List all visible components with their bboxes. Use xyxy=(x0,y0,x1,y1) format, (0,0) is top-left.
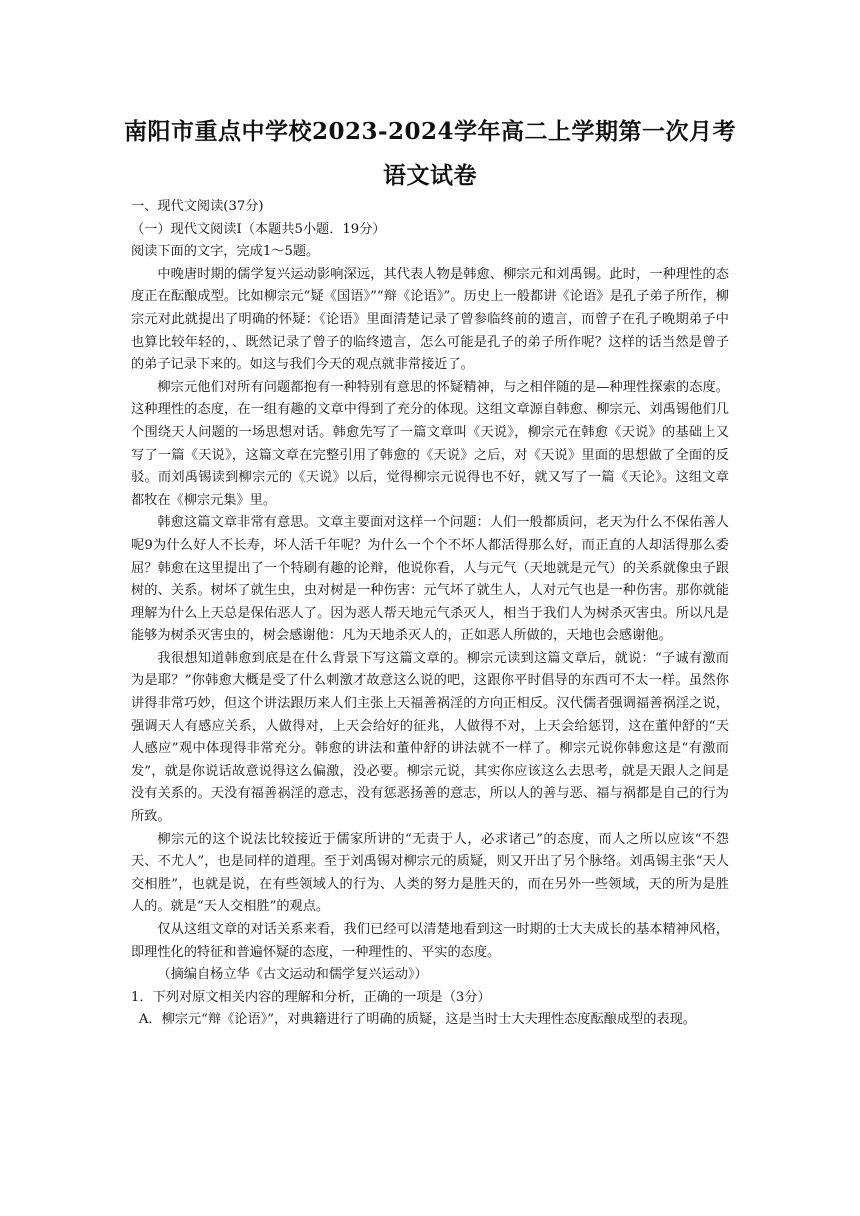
answer-option-a: A．柳宗元“辩《论语》”，对典籍进行了明确的质疑，这是当时士大夫理性态度酝酿成型的表现。 xyxy=(138,1012,696,1028)
reading-instruction: 阅读下面的文字，完成1～5题。 xyxy=(131,244,320,260)
passage-paragraph: 柳宗元的这个说法比较接近于儒家所讲的“无责于人，必求诸己”的态度，而人之所以应该“不怨天、不尤人”，也是同样的道理。至于刘禹锡对柳宗元的质疑，则又开出了另个脉络。刘禹锡主张“天人交相胜”，也就是说，在有些领域人的行为、人类的努力是胜天的，而在另外一些领域，天的所为是胜人的。就是“天人交相胜”的观点。 xyxy=(131,831,729,915)
passage-paragraph: 仅从这组文章的对话关系来看，我们已经可以清楚地看到这一时期的士大夫成长的基本精神风格，即理性化的特征和普遍怀疑的态度，一种理性的、平实的态度。 xyxy=(131,922,729,960)
passage-paragraph: 韩愈这篇文章非常有意思。文章主要面对这样一个问题：人们一般都质问，老天为什么不保佑善人呢9为什么好人不长寿，坏人活千年呢？为什么一个个不坏人都活得那么好，而正直的人却活得那么委屈？韩愈在这里提出了一个特刷有趣的论辩，他说你看，人与元气（天地就是元气）的关系就像虫子跟树的、关系。树坏了就生虫，虫对树是一种伤害：元气坏了就生人，人对元气也是一种伤害。那你就能理解为什么上天总是保佑恶人了。因为恶人帮天地元气杀灭人，相当于我们人为树杀灭害虫。所以凡是能够为树杀灭害虫的，树会感谢他：凡为天地杀灭人的，正如恶人所做的，天地也会感谢他。 xyxy=(131,515,729,644)
exam-title: 南阳市重点中学校2023-2024学年高二上学期第一次月考 xyxy=(123,118,737,145)
passage-paragraph: 中晚唐时期的儒学复兴运动影响深远，其代表人物是韩愈、柳宗元和刘禹锡。此时，一种理性的态度正在酝酿成型。比如柳宗元“疑《国语》”“辩《论语》”。历史上一般都讲《论语》是孔子弟子所作，柳宗元对此就提出了明确的怀疑：《论语》里面清楚记录了曾参临终前的遗言，而曾子在孔子晚期弟子中也算比较年轻的，、既然记录了曾子的临终遗言，怎么可能是孔子的弟子所作呢？这样的话当然是曾子的弟子记录下来的。如这与我们今天的观点就非常接近了。 xyxy=(131,266,729,373)
subsection-heading: （一）现代文阅读Ⅰ（本题共5小题．19分） xyxy=(131,221,386,237)
question-stem: 1．下列对原文相关内容的理解和分析，正确的一项是（3分） xyxy=(131,989,491,1005)
passage-paragraph: 柳宗元他们对所有问题都抱有一种特别有意思的怀疑精神，与之相伴随的是—种理性探索的态度。这种理性的态度，在一组有趣的文章中得到了充分的体现。这组文章源自韩愈、柳宗元、刘禹锡他们几个围绕天人问题的一场思想对话。韩愈先写了一篇文章叫《天说》，柳宗元在韩愈《天说》的基础上又写了一篇《天说》，这篇文章在完整引用了韩愈的《天说》之后，对《天说》里面的思想做了全面的反驳。而刘禹锡读到柳宗元的《天说》以后，觉得柳宗元说得也不好，就又写了一篇《天论》。这组文章都牧在《柳宗元集》里。 xyxy=(131,379,729,508)
exam-subtitle: 语文试卷 xyxy=(383,162,477,189)
section-heading: 一、现代文阅读(37分) xyxy=(131,199,264,214)
exam-content xyxy=(131,196,729,1032)
passage-source: （摘编自杨立华《古文运动和儒学复兴运动》） xyxy=(157,967,428,983)
passage-paragraph: 我很想知道韩愈到底是在什么背景下写这篇文章的。柳宗元读到这篇文章后，就说：“子诚有激而为是耶？”你韩愈大概是受了什么刺激才故意这么说的吧，这跟你平时倡导的东西可不太一样。虽然你讲得非常巧妙，但这个讲法跟历来人们主张上天福善祸淫的方向正相反。汉代儒者强调福善祸淫之说，强调天人有感应关系，人做得对，上天会给好的征兆，人做得不对，上天会给惩罚，这在董仲舒的“天人感应”观中体现得非常充分。韩愈的讲法和董仲舒的讲法就不一样了。柳宗元说你韩愈这是“有激而发”，就是你说话故意说得这么偏激，没必要。柳宗元说，其实你应该这么去思考，就是天跟人之间是没有关系的。天没有福善祸淫的意志，没有惩恶扬善的意志，所以人的善与恶、福与祸都是自己的行为所致。 xyxy=(131,650,729,825)
